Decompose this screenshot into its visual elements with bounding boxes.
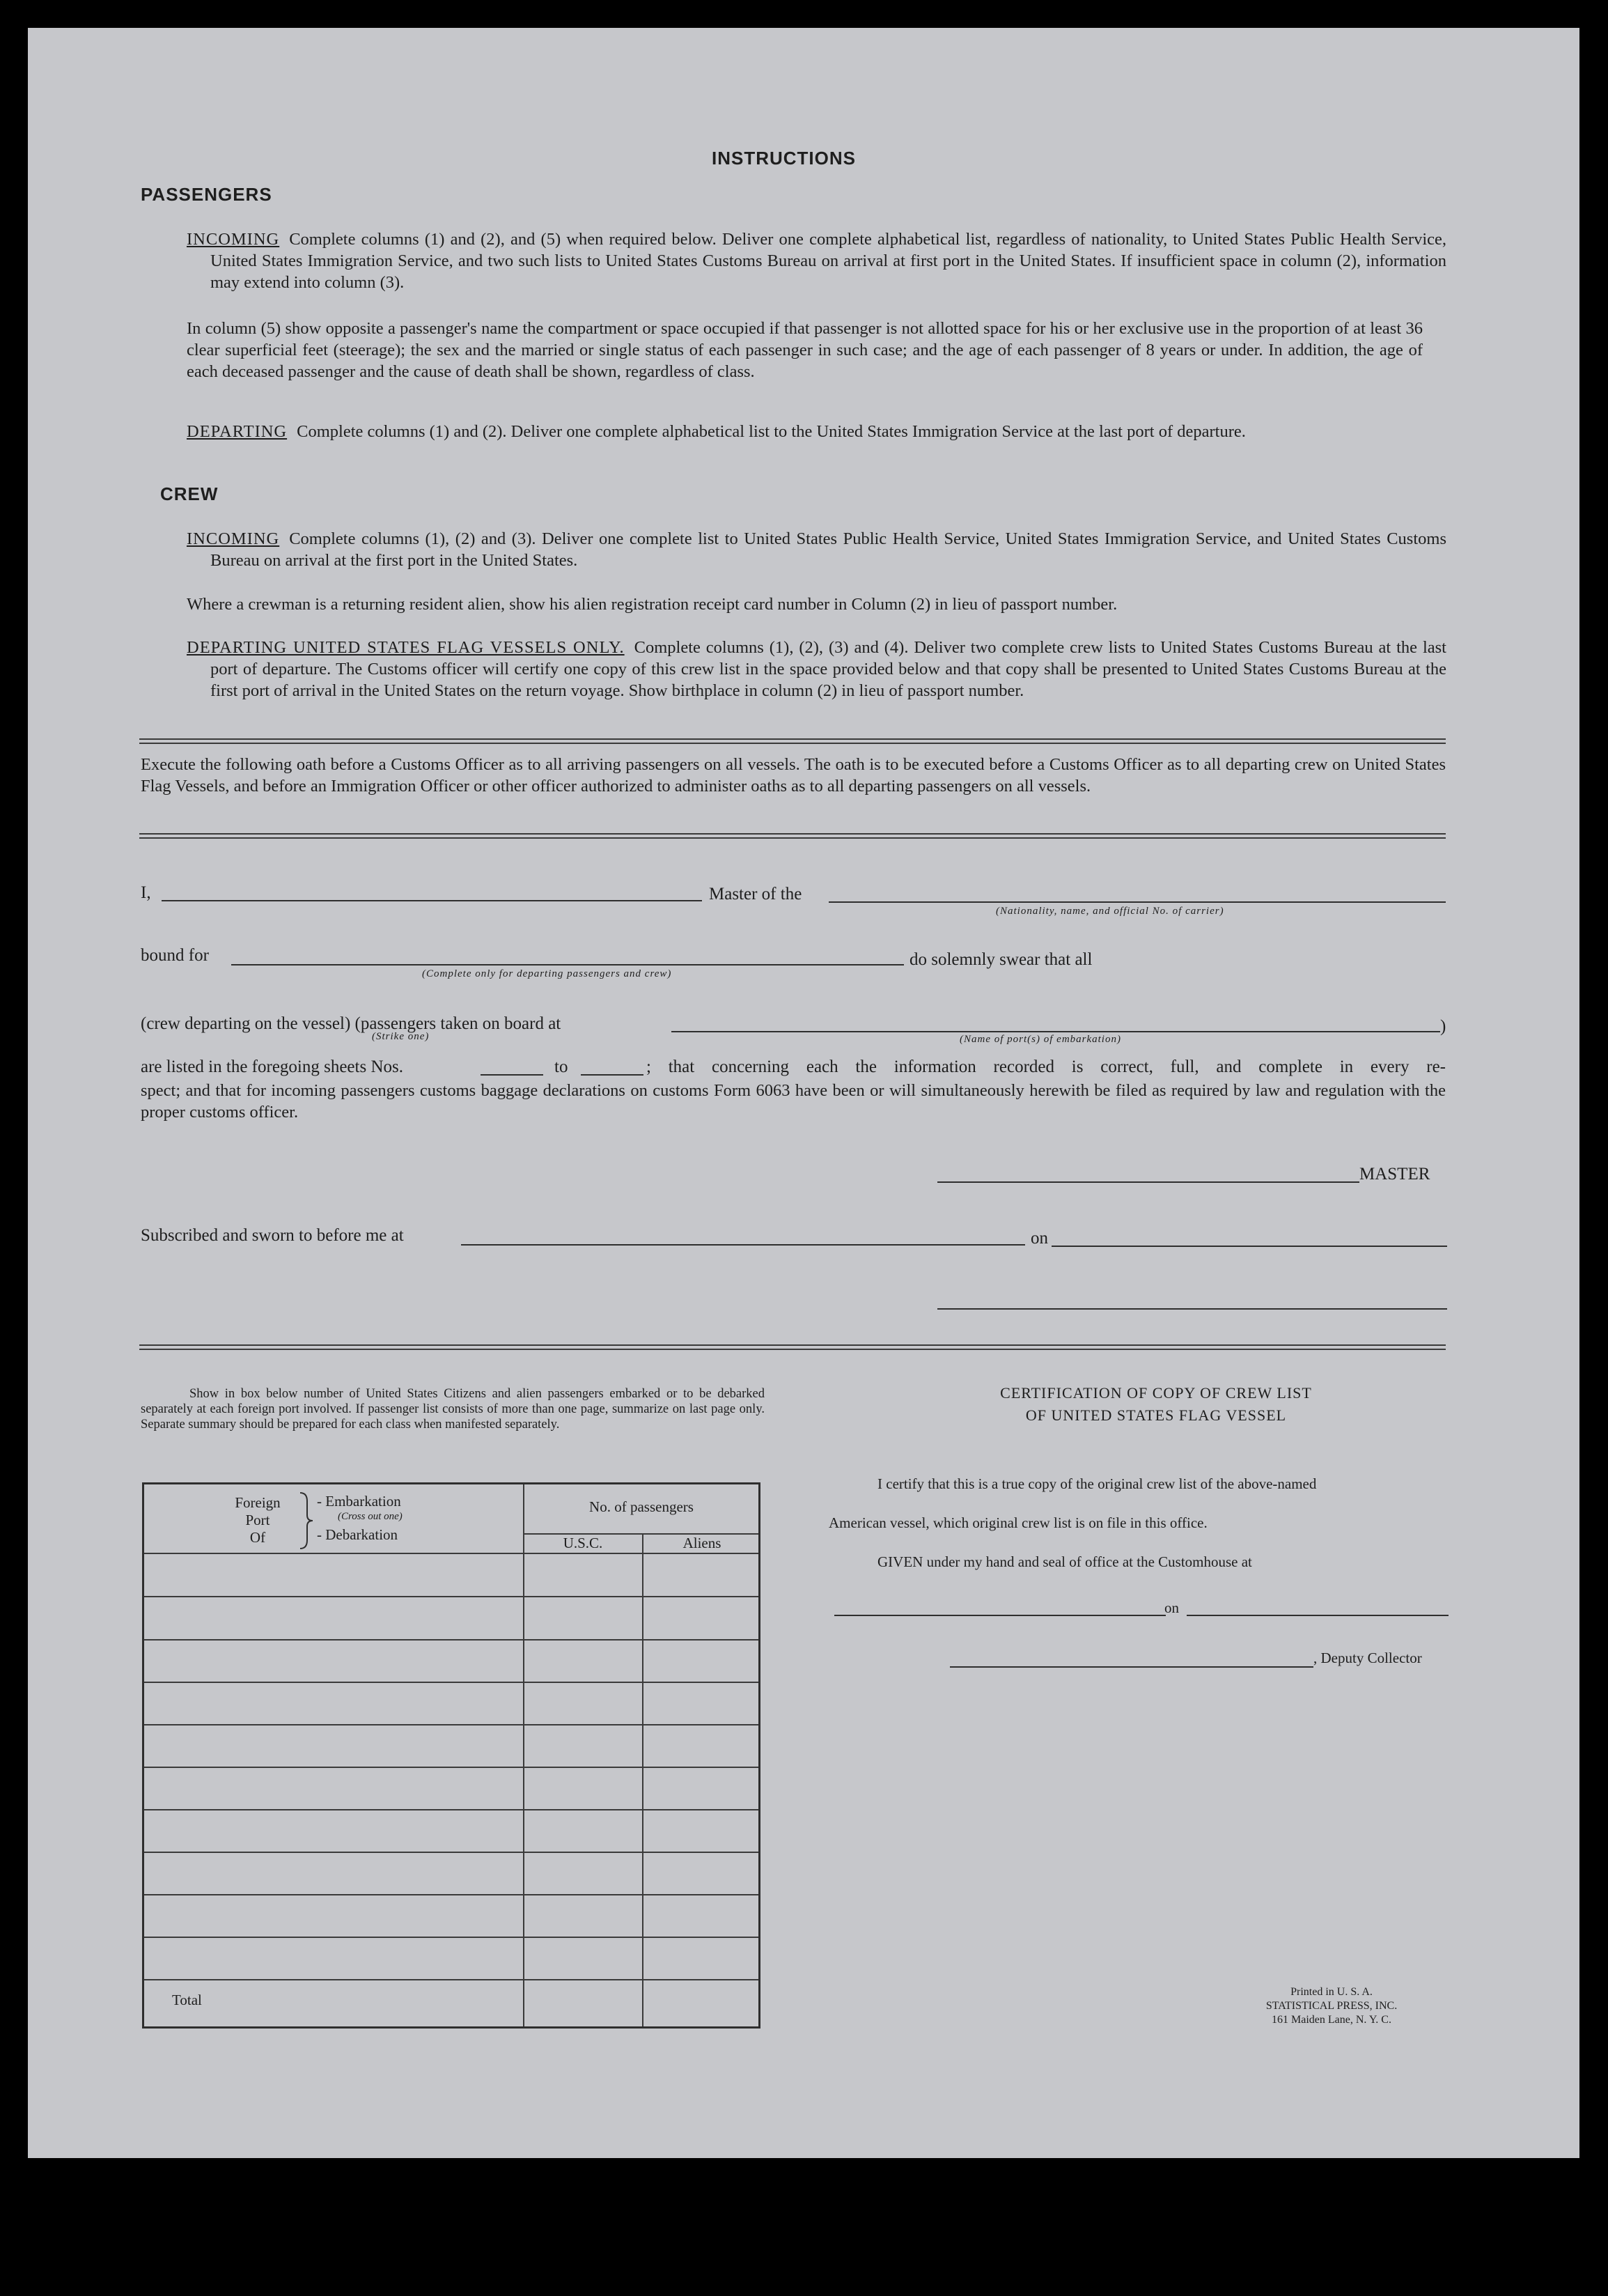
certification-title-2: OF UNITED STATES FLAG VESSEL (1025, 1406, 1287, 1424)
certification-date-line[interactable] (1187, 1615, 1449, 1616)
carrier-hint: (Nationality, name, and official No. of carrier) (996, 906, 1224, 917)
ports-hint: (Name of port(s) of embarkation) (960, 1034, 1121, 1045)
subscribed-label: Subscribed and sworn to before me at (141, 1226, 404, 1245)
printer-line-3: 161 Maiden Lane, N. Y. C. (1272, 2014, 1391, 2026)
bound-for-label: bound for (141, 946, 209, 965)
foreign-port-of-label (219, 1494, 296, 1546)
officer-signature-line[interactable] (937, 1308, 1447, 1310)
certification-title (891, 1382, 1421, 1427)
subscribed-place-line[interactable] (461, 1244, 1025, 1246)
crew-heading: CREW (160, 483, 219, 504)
customhouse-line[interactable] (834, 1615, 1166, 1616)
embarkation-label: - Embarkation (317, 1493, 401, 1510)
strike-one-hint: (Strike one) (372, 1031, 430, 1042)
table-row (144, 1852, 758, 1853)
master-name-line[interactable] (162, 900, 702, 901)
printer-line-2: STATISTICAL PRESS, INC. (1265, 2000, 1398, 2012)
crew-departing-label: DEPARTING UNITED STATES FLAG VESSELS ONLY. (187, 638, 625, 657)
oath-i-label: I, (141, 883, 151, 902)
certification-title-1: CERTIFICATION OF COPY OF CREW LIST (1000, 1384, 1312, 1402)
crew-incoming-text: Complete columns (1), (2) and (3). Deliver one complete list to United States Public Health Service, United States Immigration Service, and United States Customs Bureau on arrival at the first port in the United States. (210, 529, 1446, 570)
no-passengers-header: No. of passengers (589, 1498, 694, 1515)
summary-note: Show in box below number of United States Citizens and alien passengers embarked or to be debarked separately at each foreign port involved. If passenger list consists of more than one page, summarize on last page only. Separate summary should be prepared for each class when manifested separately. (141, 1387, 765, 1432)
passengers-departing-paragraph (187, 421, 1446, 442)
passengers-incoming-text: Complete columns (1) and (2), and (5) when required below. Deliver one complete alphabetical list, regardless of nationality, to United States Public Health Service, United States Immigration Service, and two such lists to United States Customs Bureau on arrival at first port in the United States. If insufficient space in column (2), information may extend into column (3). (210, 230, 1446, 292)
certification-on-label: on (1164, 1599, 1179, 1616)
sheets-to-label: to (554, 1057, 568, 1076)
total-label: Total (172, 1992, 202, 2008)
sheets-text-1: ; that concerning each the information recorded is correct, full, and complete in every re- (646, 1057, 1446, 1076)
printer-imprint (1227, 1985, 1436, 2027)
passengers-incoming-label: INCOMING (187, 230, 280, 249)
table-row (144, 1809, 758, 1810)
column-divider (523, 1484, 524, 2026)
passengers-departing-text: Complete columns (1) and (2). Deliver one complete alphabetical list to the United States Immigration Service at the last port of departure. (297, 422, 1246, 441)
aliens-header: Aliens (682, 1535, 721, 1551)
column-divider (642, 1533, 643, 2026)
printer-line-1: Printed in U. S. A. (1290, 1986, 1373, 1998)
table-row (144, 1767, 758, 1768)
cross-out-hint: (Cross out one) (338, 1511, 403, 1522)
table-row (144, 1937, 758, 1938)
subscribed-on-label: on (1031, 1229, 1048, 1248)
crew-departing-oath: (crew departing on the vessel) (passengers taken on board at (141, 1014, 561, 1033)
bound-for-hint: (Complete only for departing passengers and crew) (422, 968, 672, 979)
swear-label: do solemnly swear that all (910, 950, 1093, 969)
close-paren: ) (1440, 1017, 1446, 1036)
section-divider (139, 1344, 1446, 1350)
sheets-label: are listed in the foregoing sheets Nos. (141, 1057, 403, 1076)
deputy-signature-line[interactable] (950, 1666, 1313, 1668)
certify-text-2: American vessel, which original crew list is on file in this office. (829, 1514, 1208, 1531)
bound-for-line[interactable] (231, 964, 904, 965)
section-divider (139, 833, 1446, 839)
carrier-line[interactable] (829, 901, 1446, 903)
table-row (144, 1979, 758, 1980)
deputy-collector-label: , Deputy Collector (1313, 1650, 1422, 1666)
certify-text-1: I certify that this is a true copy of the original crew list of the above-named (877, 1475, 1317, 1492)
master-signature-line[interactable] (937, 1181, 1359, 1183)
embarkation-ports-line[interactable] (671, 1031, 1440, 1032)
table-row (144, 1894, 758, 1895)
debarkation-label: - Debarkation (317, 1526, 398, 1543)
crew-incoming-paragraph (187, 528, 1446, 571)
passengers-departing-label: DEPARTING (187, 422, 288, 441)
crew-departing-paragraph (187, 637, 1446, 701)
master-label: MASTER (1359, 1165, 1430, 1184)
instructions-title: INSTRUCTIONS (712, 148, 856, 169)
passengers-column5-paragraph: In column (5) show opposite a passenger's name the compartment or space occupied if that passenger is not allotted space for his or her exclusive use in the proportion of at least 36 clear superficial feet (steerage); the sex and the married or single status of each passenger in such case; and the age of each passenger of 8 years or under. In addition, the age of each deceased passenger and the cause of death shall be shown, regardless of class. (187, 319, 1423, 381)
sheet-to-line[interactable] (581, 1074, 643, 1076)
table-row (144, 1639, 758, 1640)
table-row (144, 1724, 758, 1725)
passenger-summary-table (142, 1482, 760, 2029)
sheet-from-line[interactable] (481, 1074, 543, 1076)
table-row (144, 1596, 758, 1597)
crew-incoming-label: INCOMING (187, 529, 280, 548)
given-text: GIVEN under my hand and seal of office at the Customhouse at (877, 1553, 1252, 1570)
table-row (144, 1553, 758, 1554)
table-row (144, 1682, 758, 1683)
usc-header: U.S.C. (563, 1535, 603, 1551)
of-label: Of (249, 1529, 266, 1546)
foreign-label: Foreign (235, 1494, 281, 1511)
sheets-text-2: spect; and that for incoming passengers customs baggage declarations on customs Form 6063 have been or will simultaneously herewith be filed as required by law and regulation with the proper customs officer. (141, 1081, 1446, 1122)
subscribed-date-line[interactable] (1052, 1246, 1447, 1247)
brace-icon (297, 1491, 314, 1550)
crew-departing-text: Complete columns (1), (2), (3) and (4). Deliver two complete crew lists to United States Customs Bureau at the last port of departure. The Customs officer will certify one copy of this crew list in the space provided below and that copy shall be presented to United States Customs Bureau at the first port of arrival in the United States on the return voyage. Show birthplace in column (2) in lieu of passport number. (210, 638, 1446, 700)
passengers-heading: PASSENGERS (141, 184, 272, 205)
port-label: Port (245, 1512, 270, 1528)
oath-intro: Execute the following oath before a Customs Officer as to all arriving passengers on all vessels. The oath is to be executed before a Customs Officer as to all departing crew on United States Flag Vessels, and before an Immigration Officer or other officer authorized to administer oaths as to all departing passengers on all vessels. (141, 755, 1446, 796)
section-divider (139, 738, 1446, 744)
passengers-incoming-paragraph (187, 228, 1446, 293)
master-of-label: Master of the (709, 885, 802, 903)
crew-resident-paragraph: Where a crewman is a returning resident alien, show his alien registration receipt card number in Column (2) in lieu of passport number. (187, 595, 1118, 614)
